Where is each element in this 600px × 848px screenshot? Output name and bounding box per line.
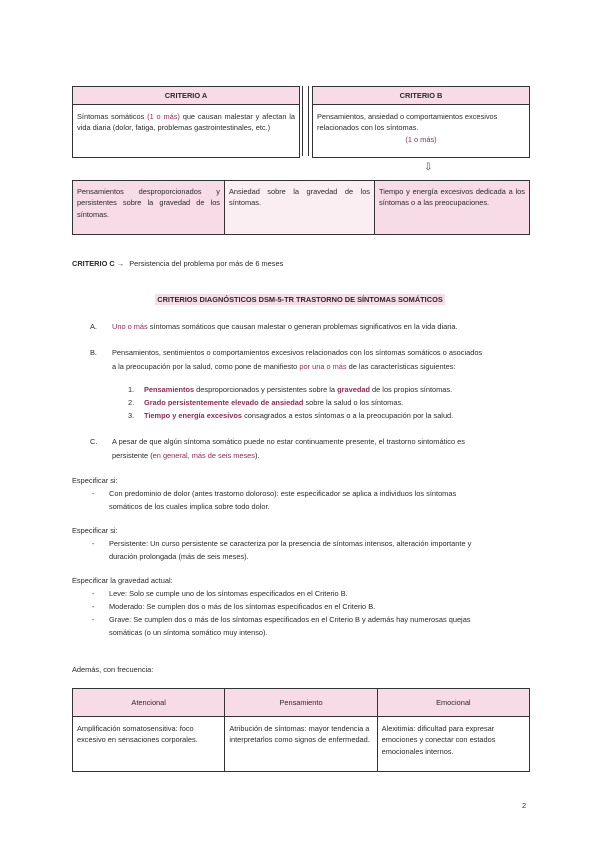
subtable-cell-2: Ansiedad sobre la gravedad de los síntomas. xyxy=(225,181,375,234)
item-c-letter: C. xyxy=(90,437,98,446)
page-number: 2 xyxy=(522,801,527,810)
severity-dash-2: - xyxy=(92,602,95,611)
criterio-a-body: Síntomas somáticos (1 o más) que causan malestar y afectan la vida diaria (dolor, fatiga, problemas gastrointestinales, etc.) xyxy=(77,112,295,133)
specify-1-dash: - xyxy=(92,489,95,498)
severity-grave: Grave: Se cumplen dos o más de los síntomas especificados en el Criterio B y además hay numerosas quejas xyxy=(109,615,471,624)
cell-emocional: Alexitimia: dificultad para expresar emociones y conectar con estados emocionales internos. xyxy=(381,724,496,756)
severity-leve: Leve: Solo se cumple uno de los síntomas especificados en el Criterio B. xyxy=(109,589,348,598)
diagnostic-title: CRITERIOS DIAGNÓSTICOS DSM-5-TR TRASTORNO DE SÍNTOMAS SOMÁTICOS xyxy=(157,295,443,304)
severity-grave-cont: somáticas (o un síntoma somático muy intenso). xyxy=(109,628,268,637)
criterio-b-subtable xyxy=(72,180,530,235)
subtable-cell-3: Tiempo y energía excesivos dedicada a los síntomas o a las preocupaciones. xyxy=(375,181,529,234)
severity-label: Especificar la gravedad actual: xyxy=(72,576,173,585)
specify-2-label: Especificar si: xyxy=(72,526,118,535)
criterio-c-line xyxy=(72,258,283,269)
criterio-a-highlight: (1 o más) xyxy=(147,112,180,121)
criterio-c-text: Persistencia del problema por más de 6 meses xyxy=(129,259,284,268)
bottom-table-header-row xyxy=(73,689,529,717)
specify-2-text2: duración prolongada (más de seis meses). xyxy=(109,552,249,561)
bottom-table xyxy=(72,688,530,772)
criterio-b-box xyxy=(312,86,530,158)
down-arrow-icon: ⇩ xyxy=(424,162,433,173)
item-a-text: Uno o más síntomas somáticos que causan malestar o generan problemas significativos en la vida diaria. xyxy=(112,322,458,331)
item-b-sub-3: 3. Tiempo y energía excesivos consagrados a estos síntomas o a la preocupación por la salud. xyxy=(128,411,454,420)
specify-2-dash: - xyxy=(92,539,95,548)
severity-dash-3: - xyxy=(92,615,95,624)
bottom-table-body-row xyxy=(73,717,529,771)
criterio-a-header: CRITERIO A xyxy=(73,87,299,105)
specify-2-text1: Persistente: Un curso persistente se caracteriza por la presencia de síntomas intensos, alteración importante y xyxy=(109,539,472,548)
item-b-letter: B. xyxy=(90,348,97,357)
criterio-a-box xyxy=(72,86,300,158)
cell-pensamiento: Atribución de síntomas: mayor tendencia a interpretarlos como signos de enfermedad. xyxy=(225,717,377,771)
severity-dash-1: - xyxy=(92,589,95,598)
criterio-c-label: CRITERIO C → xyxy=(72,259,125,268)
criterio-b-header: CRITERIO B xyxy=(313,87,529,105)
criterio-b-note: (1 o más) xyxy=(405,134,437,144)
item-b-line1: Pensamientos, sentimientos o comportamientos excesivos relacionados con los síntomas somáticos o asociados xyxy=(112,348,483,357)
header-atencional: Atencional xyxy=(73,689,225,717)
specify-1-text1: Con predominio de dolor (antes trastorno doloroso): este especificador se aplica a individuos los síntomas xyxy=(109,489,457,498)
ademas-label: Además, con frecuencia: xyxy=(72,665,154,674)
specify-1-label: Especificar si: xyxy=(72,476,118,485)
item-c-line1: A pesar de que algún síntoma somático puede no estar continuamente presente, el trastorno sintomático es xyxy=(112,437,465,446)
item-a-letter: A. xyxy=(90,322,97,331)
criterio-b-body: Pensamientos, ansiedad o comportamientos excesivos relacionados con los síntomas. (1 o más) xyxy=(313,105,529,151)
header-pensamiento: Pensamiento xyxy=(225,689,377,717)
item-c-line2: persistente (en general, más de seis meses). xyxy=(112,451,260,460)
item-b-sub-1: 1. Pensamientos desproporcionados y persistentes sobre la gravedad de los propios síntomas. xyxy=(128,385,453,394)
item-b-line2: a la preocupación por la salud, como pone de manifiesto por una o más de las características siguientes: xyxy=(112,362,456,371)
cell-atencional: Amplificación somatosensitiva: foco excesivo en sensaciones corporales. xyxy=(73,717,225,771)
box-divider xyxy=(302,86,309,156)
item-b-sub-2: 2. Grado persistentemente elevado de ansiedad sobre la salud o los síntomas. xyxy=(128,398,404,407)
severity-moderado: Moderado: Se cumplen dos o más de los síntomas especificados en el Criterio B. xyxy=(109,602,376,611)
specify-1-text2: somáticos de los cuales implica sobre todo dolor. xyxy=(109,502,270,511)
header-emocional: Emocional xyxy=(378,689,529,717)
subtable-cell-1: Pensamientos desproporcionados y persistentes sobre la gravedad de los síntomas. xyxy=(73,181,225,234)
